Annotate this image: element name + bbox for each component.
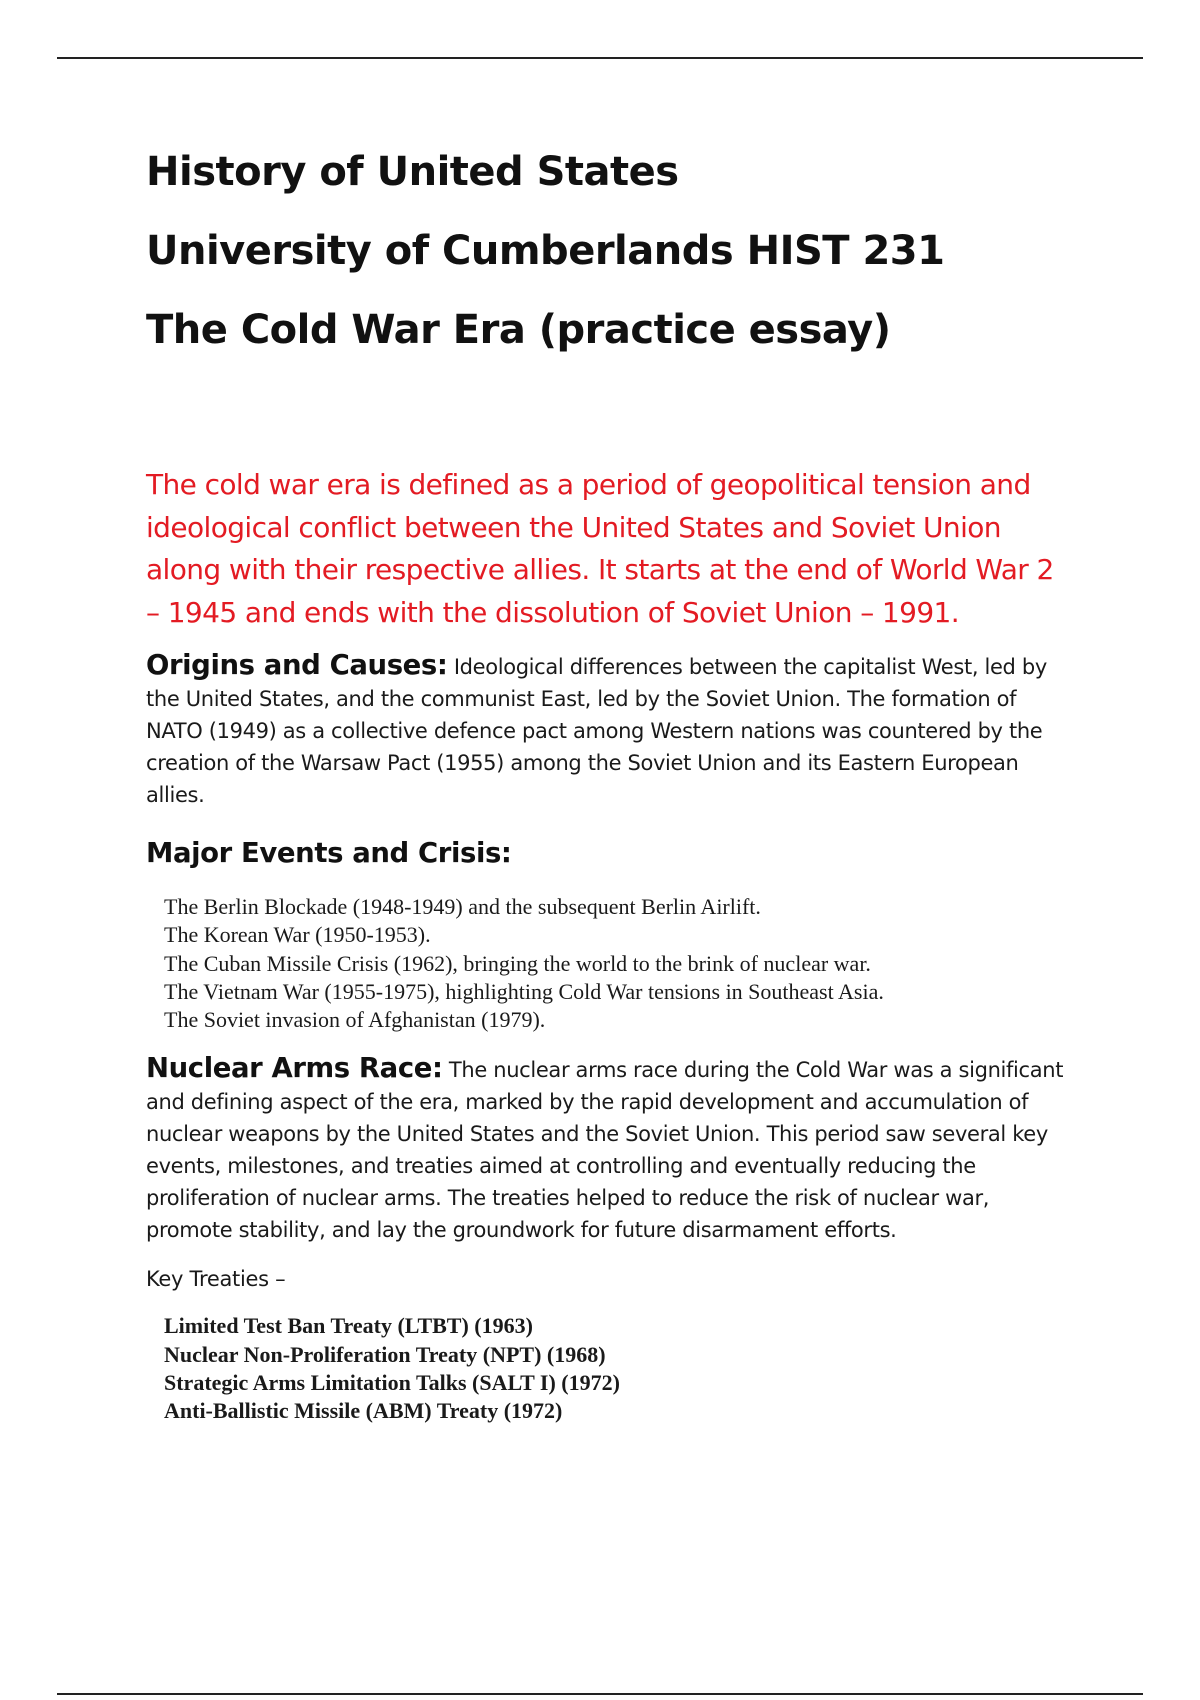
list-item: The Soviet invasion of Afghanistan (1979). bbox=[164, 1007, 546, 1033]
bottom-rule bbox=[57, 1693, 1143, 1695]
list-item: The Vietnam War (1955-1975), highlighting Cold War tensions in Southeast Asia. bbox=[164, 978, 884, 1004]
major-events-list bbox=[164, 893, 1066, 1034]
list-item: Anti-Ballistic Missile (ABM) Treaty (1972) bbox=[164, 1398, 563, 1424]
major-events-heading: Major Events and Crisis: bbox=[146, 837, 512, 869]
nuclear-text: The nuclear arms race during the Cold War was a significant and defining aspect of the era, marked by the rapid development and accumulation of nuclear weapons by the United States and the Soviet Union. This period saw several key events, milestones, and treaties aimed at controlling and eventually reducing the proliferation of nuclear arms. The treaties helped to reduce the risk of nuclear war, promote stability, and lay the groundwork for future disarmament efforts. bbox=[146, 1058, 1064, 1243]
origins-heading: Origins and Causes: bbox=[146, 649, 448, 681]
list-item: The Cuban Missile Crisis (1962), bringing the world to the brink of nuclear war. bbox=[164, 950, 871, 976]
title-line-course: History of United States bbox=[146, 149, 679, 195]
document-title bbox=[146, 148, 1066, 354]
document-body bbox=[146, 148, 1066, 1426]
key-treaties-list bbox=[164, 1312, 1066, 1425]
list-item: The Korean War (1950-1953). bbox=[164, 922, 431, 948]
title-line-topic: The Cold War Era (practice essay) bbox=[146, 307, 891, 353]
origins-text: Ideological differences between the capitalist West, led by the United States, and the communist East, led by the Soviet Union. The formation of NATO (1949) as a collective defence pact among Western nations was countered by the creation of the Warsaw Pact (1955) among the Soviet Union and its Eastern European allies. bbox=[146, 655, 1047, 807]
top-rule bbox=[57, 57, 1143, 59]
list-item: Limited Test Ban Treaty (LTBT) (1963) bbox=[164, 1313, 533, 1339]
intro-paragraph: The cold war era is defined as a period of geopolitical tension and ideological conflict between the United States and Soviet Union along with their respective allies. It starts at the end of World War 2 – 1945 and ends with the dissolution of Soviet Union – 1991. bbox=[146, 468, 1054, 629]
nuclear-paragraph bbox=[146, 1052, 1066, 1246]
list-item: Strategic Arms Limitation Talks (SALT I) (1972) bbox=[164, 1370, 620, 1396]
title-line-university: University of Cumberlands HIST 231 bbox=[146, 228, 945, 274]
key-treaties-label: Key Treaties – bbox=[146, 1267, 286, 1292]
list-item: The Berlin Blockade (1948-1949) and the subsequent Berlin Airlift. bbox=[164, 894, 761, 919]
list-item: Nuclear Non-Proliferation Treaty (NPT) (1968) bbox=[164, 1341, 606, 1367]
origins-paragraph bbox=[146, 649, 1066, 811]
nuclear-heading: Nuclear Arms Race: bbox=[146, 1052, 443, 1085]
